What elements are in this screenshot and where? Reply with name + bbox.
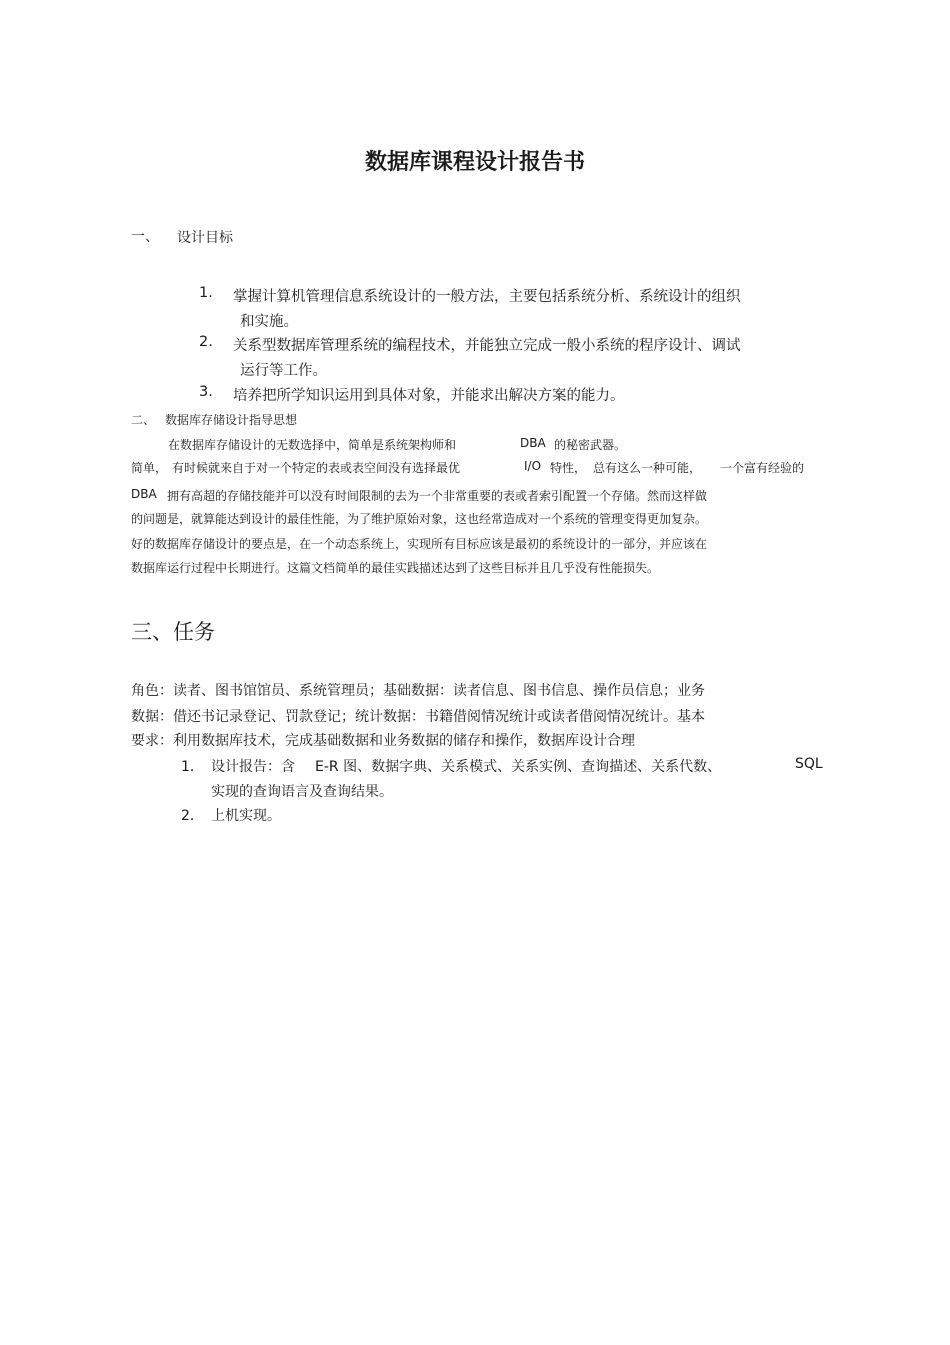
para-line2-f: 一个富有经验的 — [720, 461, 805, 475]
task-item-1-number: 1． — [181, 759, 204, 775]
para-line1-a: 在数据库存储设计的无数选择中，简单是系统架构师和 — [168, 438, 457, 452]
para-line3-b: 拥有高超的存储技能并可以没有时间限制的去为一个非常重要的表或者索引配置一个存储。然而这样做 — [167, 489, 708, 503]
para-line1-c: 的秘密武器。 — [554, 438, 627, 452]
page-title: 数据库课程设计报告书 — [364, 150, 585, 175]
section1-number: 一、 — [131, 229, 159, 245]
goal-2-text-cont: 运行等工作。 — [240, 363, 327, 379]
para-line4: 的问题是，就算能达到设计的最佳性能，为了维护原始对象，这也经常造成对一个系统的管理变得更加复杂。 — [131, 512, 708, 526]
task-item-2-number: 2． — [181, 808, 204, 824]
goal-1-text-cont: 和实施。 — [240, 314, 298, 330]
task-line1: 角色：读者、图书馆馆员、系统管理员；基础数据：读者信息、图书信息、操作员信息；业务 — [131, 683, 705, 699]
goal-3-text: 培养把所学知识运用到具体对象，并能求出解决方案的能力。 — [233, 388, 625, 404]
para-line2-d: 特性， — [550, 461, 587, 475]
para-line2-a: 简单， — [131, 461, 168, 475]
para-line1-b: DBA — [520, 436, 546, 450]
task-line2: 数据：借还书记录登记、罚款登记；统计数据：书籍借阅情况统计或读者借阅情况统计。基本 — [131, 709, 705, 725]
task-item-1-cont: 实现的查询语言及查询结果。 — [211, 784, 393, 800]
goal-1-text: 掌握计算机管理信息系统设计的一般方法，主要包括系统分析、系统设计的组织 — [233, 289, 741, 305]
goal-1-number: 1. — [199, 285, 213, 301]
task-item-1-a: 设计报告：含 — [211, 759, 295, 775]
task-item-1-c: SQL — [795, 756, 823, 772]
para-line2-b: 有时候就来自于对一个特定的表或表空间没有选择最优 — [172, 461, 461, 475]
task-item-1-b: E-R 图、数据字典、关系模式、关系实例、查询描述、关系代数、 — [315, 759, 722, 775]
section1-heading: 设计目标 — [177, 230, 233, 246]
para-line2-e: 总有这么一种可能， — [593, 461, 702, 475]
section2-heading: 数据库存储设计指导思想 — [165, 413, 298, 427]
para-line5: 好的数据库存储设计的要点是，在一个动态系统上，实现所有目标应该是最初的系统设计的一部分，并应该在 — [131, 537, 708, 551]
goal-2-number: 2. — [199, 334, 213, 350]
para-line2-c: I/O — [524, 459, 542, 473]
para-line3-a: DBA — [131, 487, 157, 501]
task-line3: 要求：利用数据库技术，完成基础数据和业务数据的储存和操作，数据库设计合理 — [131, 733, 635, 749]
para-line6: 数据库运行过程中长期进行。这篇文档简单的最佳实践描述达到了这些目标并且几乎没有性能损失。 — [131, 561, 660, 575]
section2-number: 二、 — [131, 413, 156, 427]
task-item-2-a: 上机实现。 — [211, 808, 281, 824]
goal-2-text: 关系型数据库管理系统的编程技术，并能独立完成一般小系统的程序设计、调试 — [233, 338, 741, 354]
goal-3-number: 3. — [199, 384, 213, 400]
section3-heading: 三、任务 — [131, 620, 215, 644]
